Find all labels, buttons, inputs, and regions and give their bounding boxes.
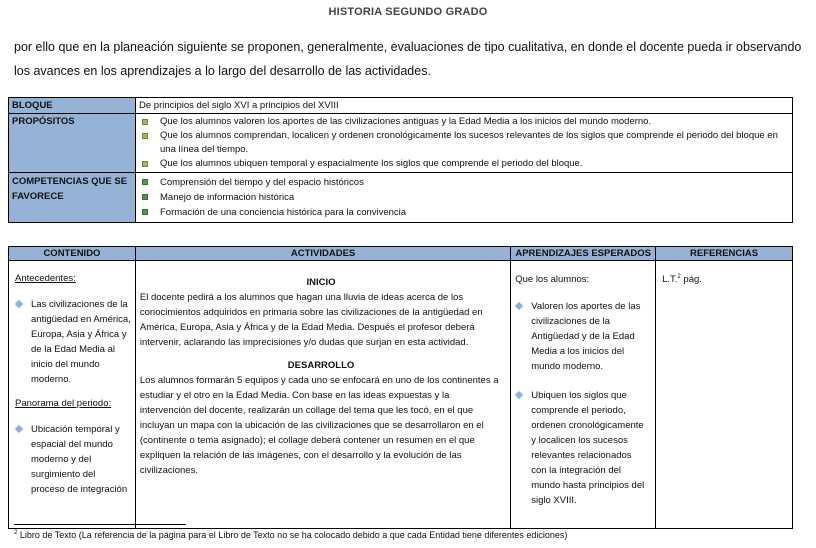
- propositos-label: PROPÓSITOS: [9, 114, 136, 173]
- proposito-item: Que los alumnos comprendan, localicen y ordenen cronológicamente los sucesos relevantes de los siglos que comprende el periodo del bloque en una línea del tiempo.: [139, 129, 789, 157]
- header-referencias: REFERENCIAS: [656, 247, 793, 261]
- proposito-item: Que los alumnos ubiquen temporal y espacialmente los siglos que comprende el periodo del bloque.: [139, 157, 789, 171]
- aprendizajes-intro: Que los alumnos:: [515, 274, 590, 285]
- bullet-diamond-icon: [515, 302, 523, 310]
- contenido-item: Ubicación temporal y espacial del mundo moderno y del surgimiento del proceso de integración: [15, 422, 131, 497]
- bloque-label: BLOQUE: [9, 98, 136, 114]
- aprendizaje-item: Ubiquen los siglos que comprende el periodo, ordenen cronológicamente y localicen los sucesos relevantes relacionados con la integración del mundo hasta principios del siglo XVIII.: [515, 388, 649, 508]
- bloque-value: De principios del siglo XVI a principios del XVIII: [136, 98, 793, 114]
- propositos-cell: [136, 114, 793, 173]
- intro-line-1: por ello que en la planeación siguiente se proponen, generalmente, evaluaciones de tipo cualitativa, en donde el docente pueda ir observando: [14, 40, 802, 54]
- footnote: $^2$ Libro de Texto (La referencia de la página para el Libro de Texto no se ha colocado debido a que cada Entidad tiene diferentes ediciones): [14, 530, 568, 540]
- referencia-text: L.T.$^2$ pág.: [662, 273, 702, 285]
- proposito-item: Que los alumnos valoren los aportes de las civilizaciones antiguas y la Edad Media a los inicios del mundo moderno.: [139, 115, 789, 129]
- header-aprendizajes: APRENDIZAJES ESPERADOS: [511, 247, 656, 261]
- competencias-label-line-1: COMPETENCIAS QUE SE: [12, 176, 128, 187]
- planning-table: [8, 246, 793, 529]
- bullet-diamond-icon: [15, 300, 23, 308]
- competencias-cell: [136, 173, 793, 223]
- footnote-number: 2: [14, 530, 18, 536]
- header-contenido: CONTENIDO: [9, 247, 136, 261]
- intro-paragraph: [14, 35, 809, 83]
- page-title: HISTORIA SEGUNDO GRADO: [328, 6, 488, 18]
- aprendizaje-item: Valoren los aportes de las civilizaciones de la Antigüedad y de la Edad Media a los inicios del mundo moderno.: [515, 299, 649, 374]
- aprendizajes-cell: [511, 261, 656, 529]
- actividades-cell: [135, 261, 510, 529]
- propositos-list: [139, 115, 789, 171]
- footnote-marker: 2: [677, 273, 681, 280]
- bullet-square-icon: [142, 133, 148, 139]
- bullet-square-icon: [142, 119, 148, 125]
- bullet-diamond-icon: [15, 425, 23, 433]
- antecedentes-heading: Antecedentes:: [15, 273, 76, 284]
- bullet-square-icon: [142, 161, 148, 167]
- bullet-square-icon: [142, 209, 148, 215]
- competencia-item: Formación de una conciencia histórica para la convivencia: [139, 205, 789, 220]
- competencias-label-line-2: FAVORECE: [12, 191, 64, 202]
- bullet-square-icon: [142, 194, 148, 200]
- bloque-table: [8, 97, 793, 223]
- competencia-item: Comprensión del tiempo y del espacio históricos: [139, 175, 789, 190]
- header-actividades: ACTIVIDADES: [135, 247, 510, 261]
- contenido-cell: [9, 261, 136, 529]
- desarrollo-text: Los alumnos formarán 5 equipos y cada uno se enfocará en uno de los continentes a estudiar y el otro en la Edad Media. Con base en las ideas expuestas y la intervención del docente, realizarán un collage del tema que les tocó, en el que incluyan un mapa con la ubicación de las civilizaciones que se desarrollaron en el (continente o tema asignado); el collage deberá contener un resumen en el que expliquen la relación de las imágenes, con el desarrollo y la evolución de las civilizaciones.: [139, 375, 499, 476]
- competencia-item: Manejo de información histórica: [139, 190, 789, 205]
- referencias-cell: [656, 261, 793, 529]
- competencias-list: [139, 175, 789, 220]
- footnote-separator: [14, 524, 186, 525]
- desarrollo-heading: DESARROLLO: [287, 360, 355, 371]
- bullet-square-icon: [142, 179, 148, 185]
- panorama-heading: Panorama del periodo:: [15, 398, 112, 409]
- inicio-heading: INICIO: [306, 277, 336, 288]
- inicio-text: El docente pedirá a los alumnos que hagan una lluvia de ideas acerca de los conocimientos adquiridos en primaria sobre las civilizaciones de la antigüedad en América, Europa, Asia y África y de la Edad Media. Después el profesor deberá intervenir, aclarando las imprecisiones y/o dudas que surjan en esta actividad.: [139, 292, 483, 348]
- bullet-diamond-icon: [515, 391, 523, 399]
- contenido-item: Las civilizaciones de la antigüedad en América, Europa, Asia y África y de la Edad Media al inicio del mundo moderno.: [15, 297, 131, 387]
- intro-line-2: los avances en los aprendizajes a lo largo del desarrollo de las actividades.: [14, 64, 431, 78]
- competencias-label: [9, 173, 136, 223]
